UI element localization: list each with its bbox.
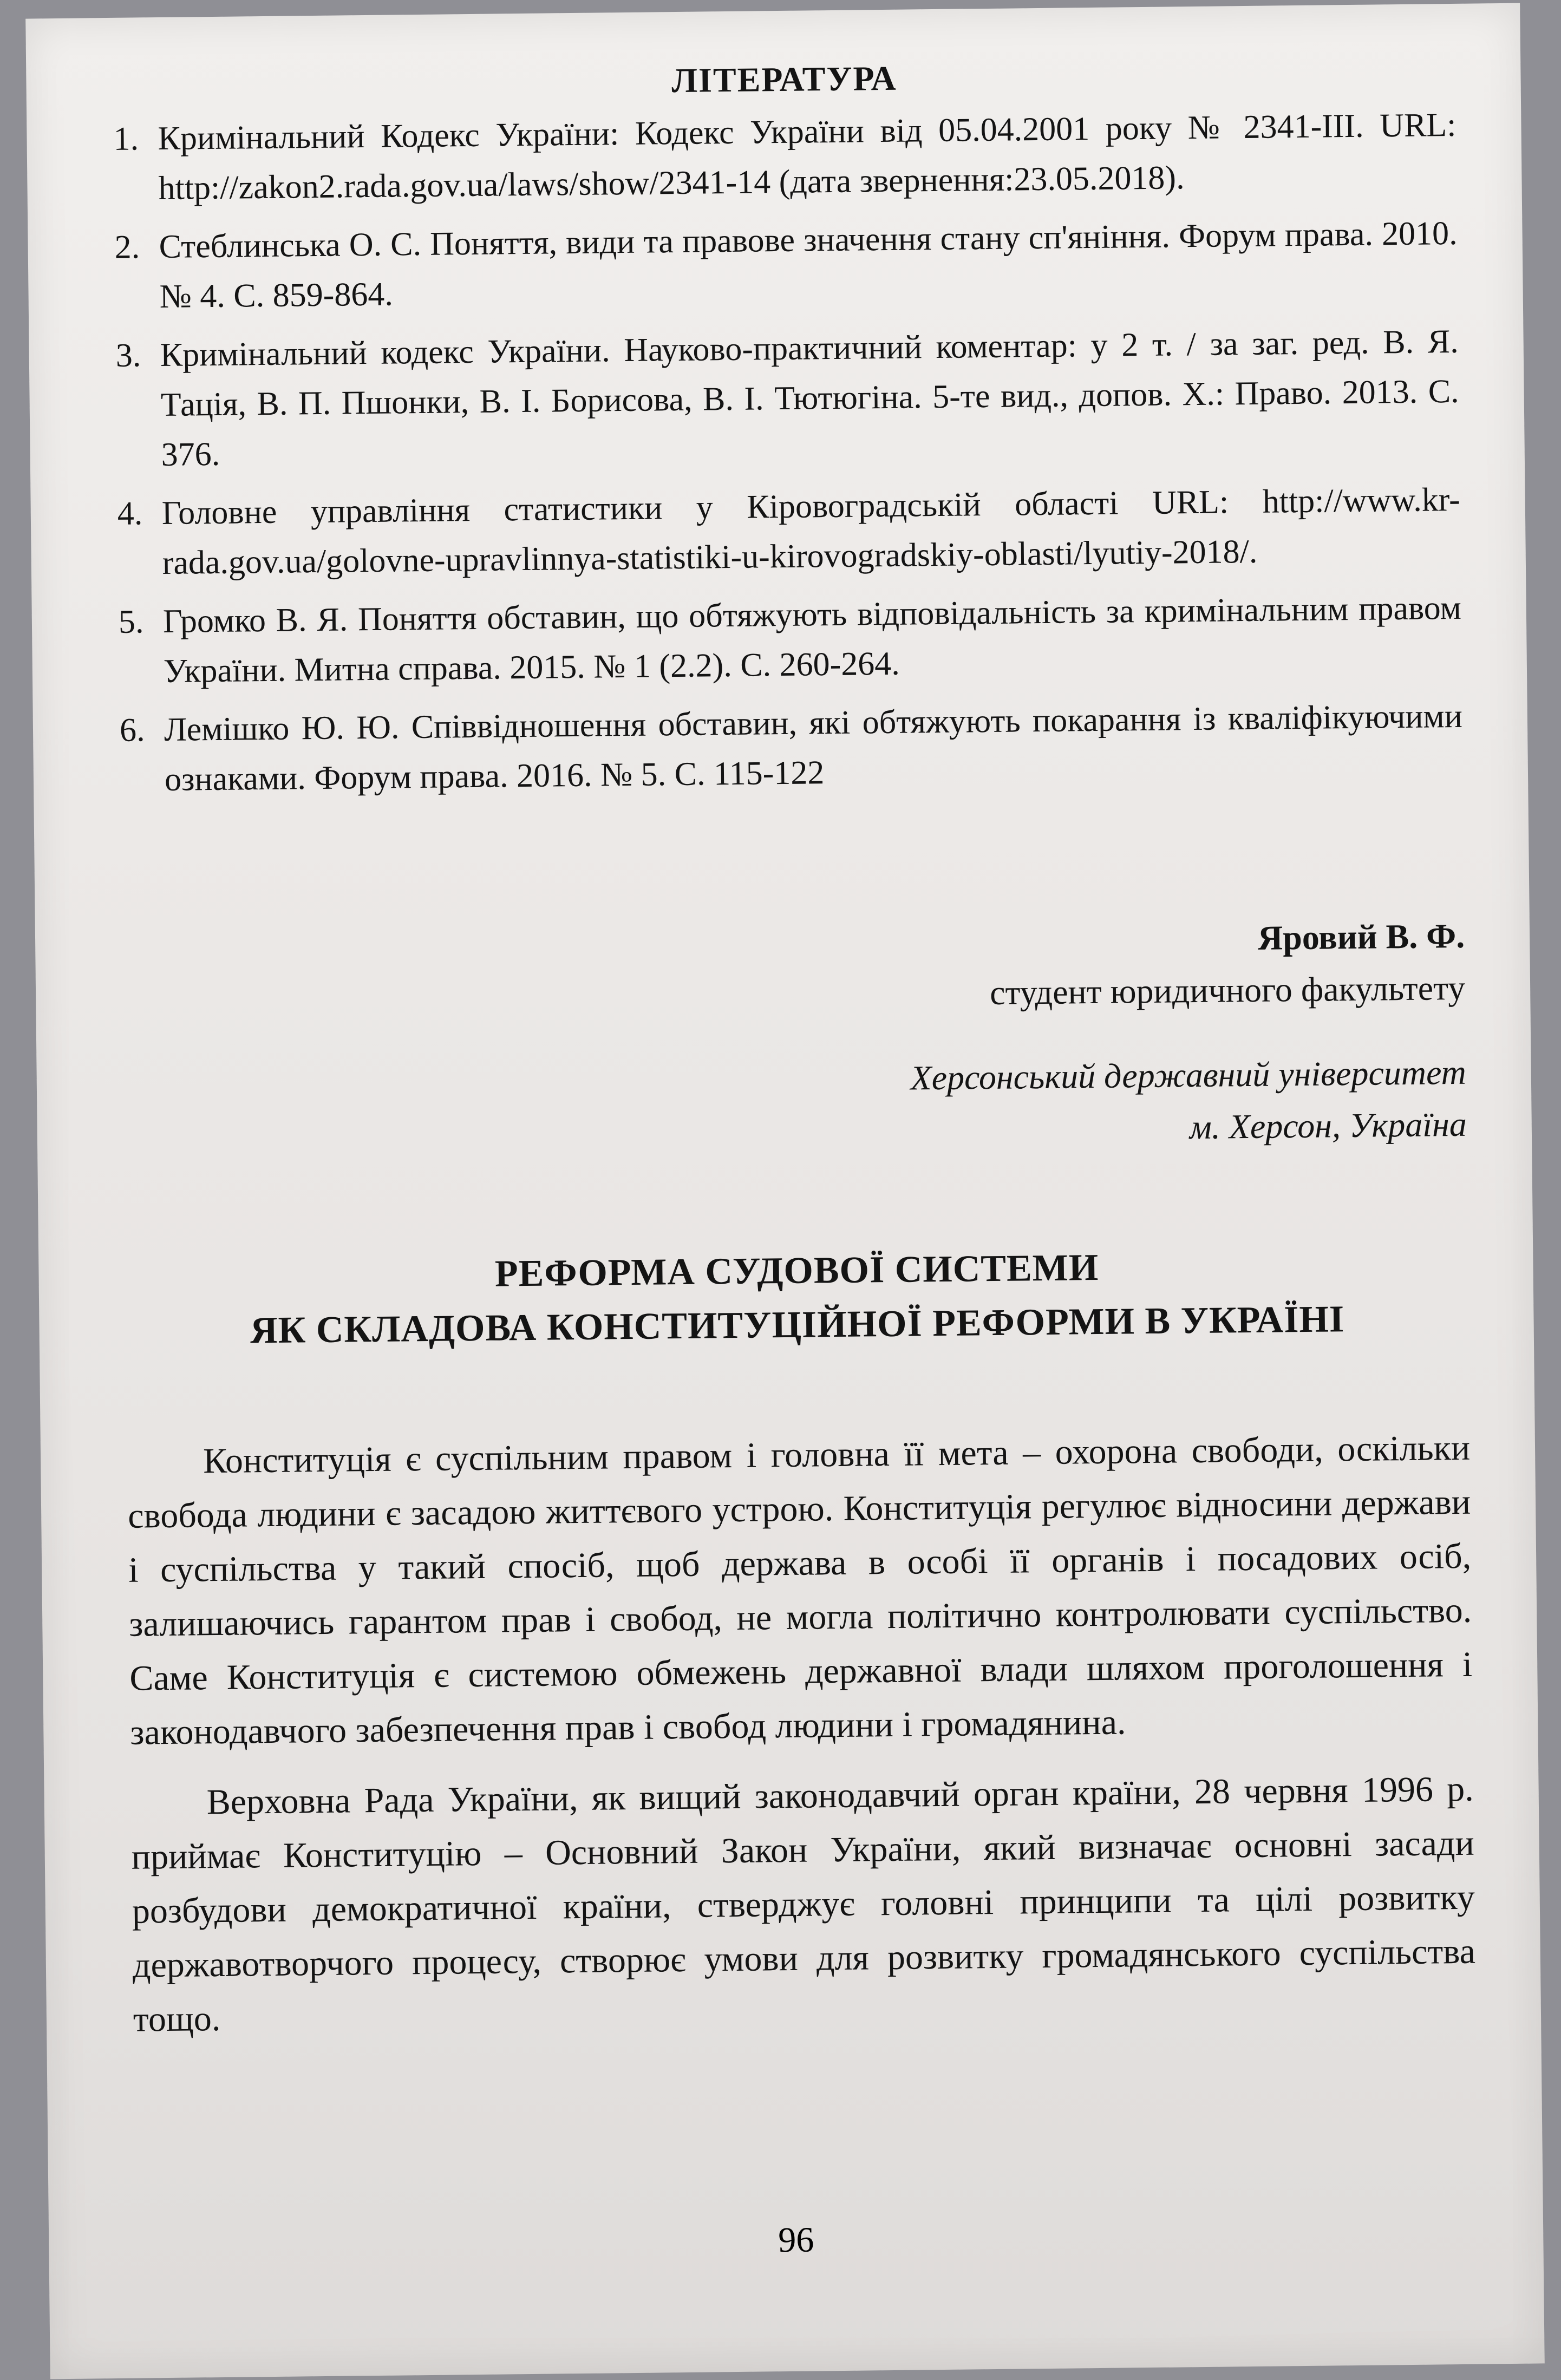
reference-item	[118, 583, 1462, 697]
literature-heading: ЛІТЕРАТУРА	[671, 58, 897, 100]
author-block	[122, 910, 1467, 1165]
reference-text: Кримінальний кодекс України. Науково-практичний коментар: у 2 т. / за заг. ред. В. Я. Тація, В. П. Пшонки, В. І. Борисова, В. І. Тютюгіна. 5-те вид., допов. Х.: Право. 2013. С. 376.	[160, 323, 1459, 473]
page-number: 96	[778, 2220, 814, 2260]
body-paragraph: Конституція є суспільним правом і головна її мета – охорона свободи, оскільки свобода людини є засадою життєвого устрою. Конституція регулює відносини держави і суспільства у такий спосіб, щоб держава в особі її органів і посадових осіб, залишаючись гарантом прав і свобод, не могла політично контролювати суспільство. Саме Конституція є системою обмежень державної влади шляхом проголошення і законодавчого забезпечення прав і свобод людини і громадянина.	[127, 1428, 1473, 1753]
reference-number: 3.	[115, 337, 141, 374]
author-name: Яровий В. Ф.	[1257, 916, 1465, 957]
reference-item	[114, 208, 1458, 322]
page-content	[113, 53, 1476, 2063]
article-title	[125, 1237, 1469, 1359]
reference-text: Лемішко Ю. Ю. Співвідношення обставин, які обтяжують покарання із кваліфікуючими ознаками. Форум права. 2016. № 5. С. 115-122	[164, 697, 1463, 798]
reference-text: Громко В. Я. Поняття обставин, що обтяжують відповідальність за кримінальним правом України. Митна справа. 2015. № 1 (2.2). С. 260-264.	[162, 589, 1462, 690]
reference-item	[115, 317, 1460, 480]
reference-item	[113, 100, 1457, 214]
reference-number: 1.	[113, 120, 139, 158]
article-body	[127, 1421, 1477, 2047]
body-paragraph: Верховна Рада України, як вищий законодавчий орган країни, 28 червня 1996 р. приймає Конституцію – Основний Закон України, який визначає основні засади розбудови демократичної країни, стверджує головні принципи та цілі розвитку державотворчого процесу, створює умови для розвитку громадянського суспільства тощо.	[131, 1769, 1476, 2039]
reference-number: 6.	[119, 711, 145, 749]
reference-text: Стеблинська О. С. Поняття, види та правове значення стану сп'яніння. Форум права. 2010. № 4. С. 859-864.	[159, 214, 1458, 316]
article-title-line: ЯК СКЛАДОВА КОНСТИТУЦІЙНОЇ РЕФОРМИ В УКРАЇНІ	[250, 1298, 1345, 1352]
reference-text: Головне управління статистики у Кіровоградській області URL: http://www.kr-rada.gov.ua/golovne-upravlinnya-statistiki-u-kirovogradskiy-oblasti/lyutiy-2018/.	[161, 481, 1461, 581]
reference-item	[120, 691, 1464, 805]
reference-list	[113, 100, 1463, 805]
reference-text: Кримінальний Кодекс України: Кодекс України від 05.04.2001 року № 2341-III. URL: http://zakon2.rada.gov.ua/laws/show/2341-14 (дата звернення:23.05.2018).	[158, 106, 1457, 207]
reference-number: 2.	[114, 228, 140, 266]
reference-item	[117, 475, 1461, 589]
book-page	[25, 3, 1545, 2379]
reference-number: 5.	[118, 603, 144, 640]
author-city: м. Херсон, Україна	[1189, 1104, 1467, 1147]
author-position: студент юридичного факультету	[989, 968, 1466, 1012]
article-title-line: РЕФОРМА СУДОВОЇ СИСТЕМИ	[494, 1246, 1099, 1295]
reference-number: 4.	[117, 495, 143, 532]
author-university: Херсонський державний університет	[910, 1052, 1467, 1097]
